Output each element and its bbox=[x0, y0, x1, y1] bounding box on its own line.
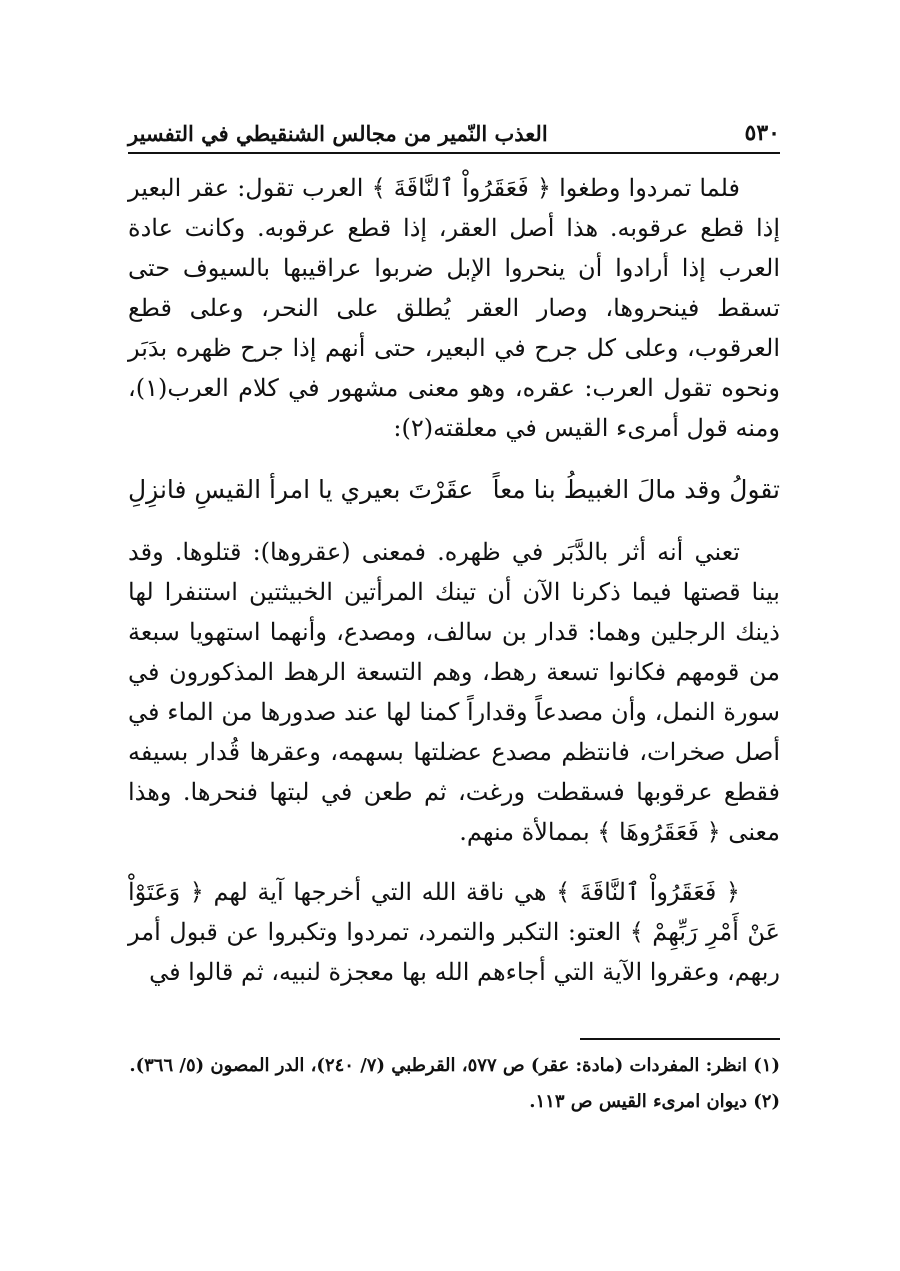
main-text bbox=[128, 168, 780, 992]
footnote-1: (١) انظر: المفردات (مادة: عقر) ص ٥٧٧، القرطبي (٧/ ٢٤٠)، الدر المصون (٥/ ٣٦٦). bbox=[129, 1055, 780, 1076]
paragraph-2: تعني أنه أثر بالدَّبَر في ظهره. فمعنى (عقروها): قتلوها. وقد بينا قصتها فيما ذكرنا الآن أن تينك المرأتين الخبيثتين استنفرا لها ذينك الرجلين وهما: قدار بن سالف، ومصدع، وأنهما استهويا سبعة من قومهم فكانوا تسعة رهط، وهم التسعة الرهط المذكورون في سورة النمل، وأن مصدعاً وقداراً كمنا لها عند صدورها من الماء في أصل صخرات، فانتظم مصدع عضلتها بسهمه، وعقرها قُدار بسيفه فقطع عرقوبها فسقطت ورغت، ثم طعن في لبتها فنحرها. وهذا معنى ﴿ فَعَقَرُوهَا ﴾ بممالأة منهم. bbox=[128, 538, 781, 846]
verse-second-hemistich: عقَرْتَ بعيري يا امرأ القيسِ فانزِلِ bbox=[128, 475, 474, 504]
page-number: ٥٣٠ bbox=[744, 120, 780, 146]
footnote-2: (٢) ديوان امرىء القيس ص ١١٣. bbox=[529, 1091, 780, 1112]
footnotes bbox=[128, 1050, 780, 1122]
poetry-verse bbox=[128, 468, 780, 512]
paragraph-3: ﴿ فَعَقَرُواْ ٱلنَّاقَةَ ﴾ هي ناقة الله التي أخرجها آية لهم ﴿ وَعَتَوْاْ عَنْ أَمْرِ رَبِّهِمْ ﴾ العتو: التكبر والتمرد، تمردوا وتكبروا عن قبول أمر ربهم، وعقروا الآية التي أجاءهم الله بها معجزة لنبيه، ثم قالوا في bbox=[128, 878, 780, 986]
footnote-divider bbox=[580, 1038, 780, 1040]
page-header bbox=[128, 112, 780, 154]
paragraph-1: فلما تمردوا وطغوا ﴿ فَعَقَرُواْ ٱلنَّاقَةَ ﴾ العرب تقول: عقر البعير إذا قطع عرقوبه. هذا أصل العقر، إذا قطع عرقوبه. وكانت عادة العرب إذا أرادوا أن ينحروا الإبل ضربوا عراقيبها بالسيوف حتى تسقط فينحروها، وصار العقر يُطلق على النحر، وعلى قطع العرقوب، وعلى كل جرح في البعير، حتى أنهم إذا جرح ظهره بدَبَر ونحوه تقول العرب: عقره، وهو معنى مشهور في كلام العرب(١)، ومنه قول أمرىء القيس في معلقته(٢): bbox=[128, 174, 780, 442]
verse-first-hemistich: تقولُ وقد مالَ الغبيطُ بنا معاً bbox=[492, 475, 780, 504]
running-title: العذب النّمير من مجالس الشنقيطي في التفسير bbox=[128, 121, 548, 146]
